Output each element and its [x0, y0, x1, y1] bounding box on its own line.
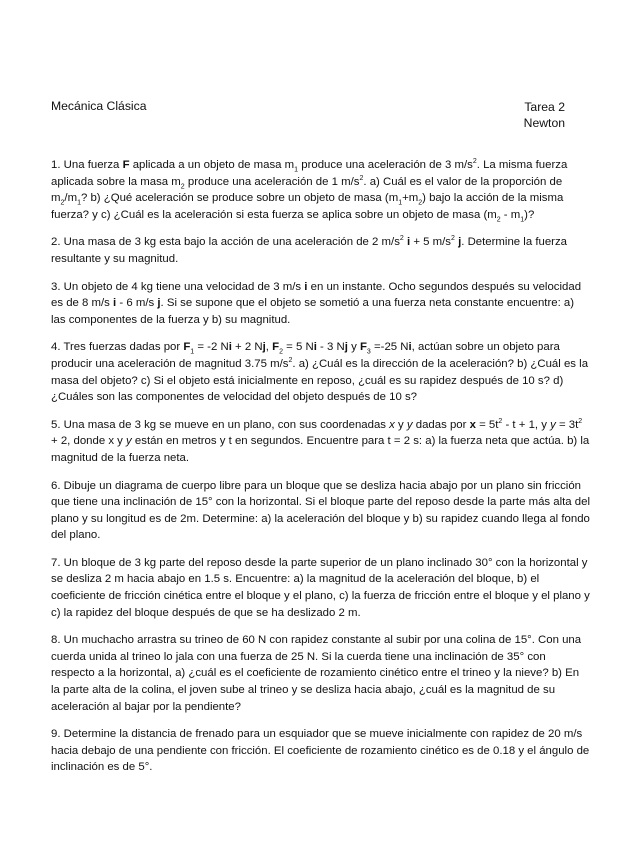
- assignment-header: [524, 99, 565, 131]
- course-title: Mecánica Clásica: [51, 99, 147, 113]
- problem-9: 9. Determine la distancia de frenado para un esquiador que se mueve inicialmente con rapidez de 20 m/s hacia debajo de una pendiente con fricción. El coeficiente de rozamiento cinético es de 0.18 y el ángulo de inclinación es de 5°.: [51, 728, 590, 774]
- problem-8: 8. Un muchacho arrastra su trineo de 60 N con rapidez constante al subir por una colina de 15°. Con una cuerda unida al trineo lo jala con una fuerza de 25 N. Si la cuerda tiene una inclinación de 35° con respecto a la horizontal, a) ¿cuál es el coeficiente de rozamiento cinético entre el trineo y la nieve? b) En la parte alta de la colina, el joven sube al trineo y se desliza hacia abajo, ¿cuál es la magnitud de su aceleración al bajar por la pendiente?: [51, 634, 582, 713]
- problem-1: 1. Una fuerza F aplicada a un objeto de masa $m_1$ produce una aceleración de 3 $m/s^2$. La misma fuerza aplicada sobre la masa $m_2$ produce una aceleración de 1 $m/s^2$. a) Cuál es el valor de la proporción de $m_2/m_1$? b) ¿Qué aceleración se produce sobre un objeto de masa $(m_1+m_2)$ bajo la acción de la misma fuerza? y c) ¿Cuál es la aceleración si esta fuerza se aplica sobre un objeto de masa $(m_2 - m_1)$?: [51, 158, 568, 224]
- problem-6: 6. Dibuje un diagrama de cuerpo libre para un bloque que se desliza hacia abajo por un plano sin fricción que tiene una inclinación de 15° con la horizontal. Si el bloque parte del reposo desde la parte más alta del plano y su longitud es de 2m. Determine: a) la aceleración del bloque y b) su rapidez cuando llega al fondo del plano.: [51, 479, 591, 542]
- assignment-topic: Newton: [523, 116, 565, 130]
- problem-5: 5. Una masa de 3 kg se mueve en un plano, con sus coordenadas x y y dadas por $x = 5t^2 - t + 1$, y $y = 3t^2 + 2$, donde x y y están en metros y t en segundos. Encuentre para t = 2 s: a) la fuerza neta que actúa. b) la magnitud de la fuerza neta.: [51, 417, 590, 464]
- problem-2: 2. Una masa de 3 kg esta bajo la acción de una aceleración de 2 $m/s^2$ i + 5 $m/s^2$ j. Determine la fuerza resultante y su magnitud.: [51, 235, 567, 265]
- problem-list: [51, 157, 591, 787]
- problem-7: 7. Un bloque de 3 kg parte del reposo desde la parte superior de un plano inclinado 30° con la horizontal y se desliza 2 m hacia abajo en 1.5 s. Encuentre: a) la magnitud de la aceleración del bloque, b) el coeficiente de fricción cinética entre el bloque y el plano, c) la fuerza de fricción entre el bloque y el plano y c) la rapidez del bloque después de que se ha deslizado 2 m.: [51, 556, 590, 619]
- problem-4: 4. Tres fuerzas dadas por $F_1 = -2$ Ni + 2 Nj, $F_2 = 5$ Ni - 3 Nj y $F_3 =-25$ Ni, actúan sobre un objeto para producir una aceleración de magnitud 3.75 $m/s^2$. a) ¿Cuál es la dirección de la aceleración? b) ¿Cuál es la masa del objeto? c) Si el objeto está inicialmente en reposo, ¿cuál es su rapidez después de 10 s? d) ¿Cuáles son las componentes de velocidad del objeto después de 10 s?: [51, 341, 589, 404]
- problem-3: 3. Un objeto de 4 kg tiene una velocidad de 3 m/s i en un instante. Ocho segundos después su velocidad es de 8 m/s i - 6 m/s j. Si se supone que el objeto se sometió a una fuerza neta constante encuentre: a) las componentes de la fuerza y b) su magnitud.: [51, 280, 582, 326]
- assignment-number: Tarea 2: [524, 100, 565, 114]
